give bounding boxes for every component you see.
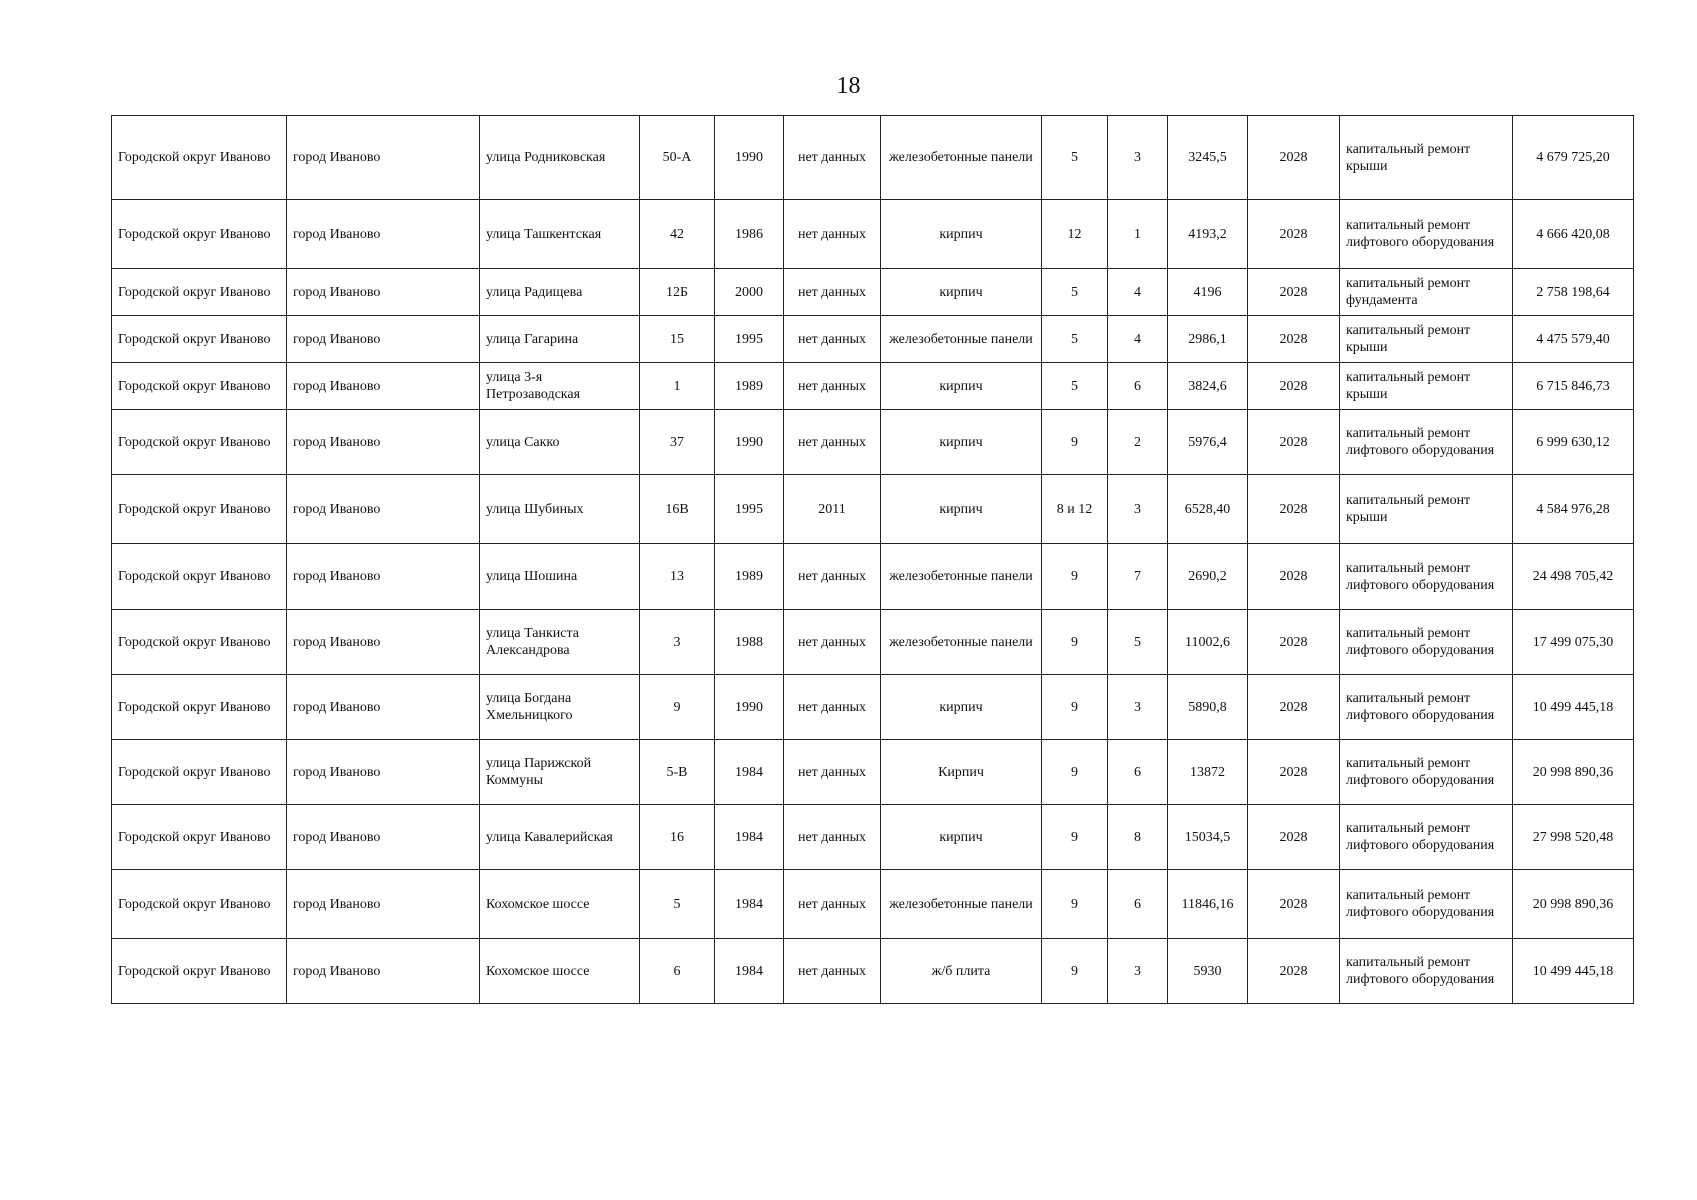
wall-material-cell: Кирпич (881, 740, 1042, 805)
street-cell: улица Радищева (480, 269, 640, 316)
entrances-cell: 8 (1108, 805, 1168, 870)
year-overhaul-cell: нет данных (784, 939, 881, 1004)
floors-cell: 5 (1042, 116, 1108, 200)
year-built-cell: 1984 (715, 870, 784, 939)
work-type-cell: капитальный ремонт лифтового оборудования (1340, 939, 1513, 1004)
wall-material-cell: кирпич (881, 675, 1042, 740)
year-built-cell: 1986 (715, 200, 784, 269)
area-cell: 13872 (1168, 740, 1248, 805)
table-row (112, 740, 1634, 805)
page-number: 18 (836, 73, 861, 99)
year-built-cell: 2000 (715, 269, 784, 316)
street-cell: улица 3-я Петрозаводская (480, 363, 640, 410)
work-type-cell: капитальный ремонт крыши (1340, 116, 1513, 200)
plan-year-cell: 2028 (1248, 363, 1340, 410)
housing-repair-table (111, 115, 1634, 1004)
area-cell: 6528,40 (1168, 475, 1248, 544)
street-cell: улица Ташкентская (480, 200, 640, 269)
cost-cell: 20 998 890,36 (1513, 870, 1634, 939)
city-cell: город Иваново (287, 544, 480, 610)
city-cell: город Иваново (287, 410, 480, 475)
area-cell: 4193,2 (1168, 200, 1248, 269)
area-cell: 3824,6 (1168, 363, 1248, 410)
district-cell: Городской округ Иваново (112, 363, 287, 410)
table-row (112, 805, 1634, 870)
entrances-cell: 4 (1108, 316, 1168, 363)
year-built-cell: 1990 (715, 410, 784, 475)
city-cell: город Иваново (287, 116, 480, 200)
district-cell: Городской округ Иваново (112, 116, 287, 200)
plan-year-cell: 2028 (1248, 544, 1340, 610)
plan-year-cell: 2028 (1248, 316, 1340, 363)
work-type-cell: капитальный ремонт лифтового оборудования (1340, 805, 1513, 870)
house-number-cell: 15 (640, 316, 715, 363)
wall-material-cell: кирпич (881, 805, 1042, 870)
city-cell: город Иваново (287, 675, 480, 740)
city-cell: город Иваново (287, 200, 480, 269)
wall-material-cell: ж/б плита (881, 939, 1042, 1004)
table-row (112, 870, 1634, 939)
plan-year-cell: 2028 (1248, 410, 1340, 475)
year-built-cell: 1995 (715, 475, 784, 544)
work-type-cell: капитальный ремонт крыши (1340, 363, 1513, 410)
wall-material-cell: кирпич (881, 475, 1042, 544)
street-cell: улица Сакко (480, 410, 640, 475)
floors-cell: 5 (1042, 363, 1108, 410)
work-type-cell: капитальный ремонт крыши (1340, 475, 1513, 544)
area-cell: 2986,1 (1168, 316, 1248, 363)
table-row (112, 200, 1634, 269)
cost-cell: 4 475 579,40 (1513, 316, 1634, 363)
year-built-cell: 1990 (715, 116, 784, 200)
entrances-cell: 3 (1108, 475, 1168, 544)
floors-cell: 12 (1042, 200, 1108, 269)
district-cell: Городской округ Иваново (112, 475, 287, 544)
year-overhaul-cell: нет данных (784, 870, 881, 939)
cost-cell: 10 499 445,18 (1513, 675, 1634, 740)
wall-material-cell: железобетонные панели (881, 870, 1042, 939)
area-cell: 3245,5 (1168, 116, 1248, 200)
plan-year-cell: 2028 (1248, 116, 1340, 200)
house-number-cell: 3 (640, 610, 715, 675)
year-overhaul-cell: нет данных (784, 316, 881, 363)
cost-cell: 6 715 846,73 (1513, 363, 1634, 410)
year-overhaul-cell: 2011 (784, 475, 881, 544)
cost-cell: 24 498 705,42 (1513, 544, 1634, 610)
district-cell: Городской округ Иваново (112, 610, 287, 675)
table-row (112, 363, 1634, 410)
house-number-cell: 5-В (640, 740, 715, 805)
entrances-cell: 1 (1108, 200, 1168, 269)
district-cell: Городской округ Иваново (112, 939, 287, 1004)
work-type-cell: капитальный ремонт крыши (1340, 316, 1513, 363)
cost-cell: 4 666 420,08 (1513, 200, 1634, 269)
district-cell: Городской округ Иваново (112, 870, 287, 939)
table-row (112, 610, 1634, 675)
plan-year-cell: 2028 (1248, 675, 1340, 740)
work-type-cell: капитальный ремонт лифтового оборудования (1340, 740, 1513, 805)
wall-material-cell: кирпич (881, 269, 1042, 316)
floors-cell: 9 (1042, 675, 1108, 740)
plan-year-cell: 2028 (1248, 805, 1340, 870)
street-cell: Кохомское шоссе (480, 870, 640, 939)
street-cell: улица Танкиста Александрова (480, 610, 640, 675)
year-overhaul-cell: нет данных (784, 269, 881, 316)
street-cell: улица Шошина (480, 544, 640, 610)
year-built-cell: 1984 (715, 740, 784, 805)
year-overhaul-cell: нет данных (784, 410, 881, 475)
wall-material-cell: кирпич (881, 200, 1042, 269)
street-cell: Кохомское шоссе (480, 939, 640, 1004)
floors-cell: 9 (1042, 740, 1108, 805)
floors-cell: 9 (1042, 610, 1108, 675)
floors-cell: 5 (1042, 316, 1108, 363)
year-built-cell: 1995 (715, 316, 784, 363)
wall-material-cell: железобетонные панели (881, 544, 1042, 610)
house-number-cell: 5 (640, 870, 715, 939)
table-row (112, 544, 1634, 610)
wall-material-cell: кирпич (881, 363, 1042, 410)
year-overhaul-cell: нет данных (784, 740, 881, 805)
house-number-cell: 6 (640, 939, 715, 1004)
wall-material-cell: кирпич (881, 410, 1042, 475)
cost-cell: 4 679 725,20 (1513, 116, 1634, 200)
floors-cell: 8 и 12 (1042, 475, 1108, 544)
house-number-cell: 16 (640, 805, 715, 870)
table-row (112, 675, 1634, 740)
house-number-cell: 42 (640, 200, 715, 269)
table-row (112, 410, 1634, 475)
district-cell: Городской округ Иваново (112, 805, 287, 870)
work-type-cell: капитальный ремонт лифтового оборудования (1340, 410, 1513, 475)
district-cell: Городской округ Иваново (112, 675, 287, 740)
plan-year-cell: 2028 (1248, 475, 1340, 544)
city-cell: город Иваново (287, 475, 480, 544)
cost-cell: 2 758 198,64 (1513, 269, 1634, 316)
work-type-cell: капитальный ремонт фундамента (1340, 269, 1513, 316)
district-cell: Городской округ Иваново (112, 740, 287, 805)
year-built-cell: 1989 (715, 363, 784, 410)
area-cell: 15034,5 (1168, 805, 1248, 870)
area-cell: 2690,2 (1168, 544, 1248, 610)
house-number-cell: 13 (640, 544, 715, 610)
area-cell: 4196 (1168, 269, 1248, 316)
street-cell: улица Парижской Коммуны (480, 740, 640, 805)
year-overhaul-cell: нет данных (784, 200, 881, 269)
year-built-cell: 1984 (715, 939, 784, 1004)
entrances-cell: 6 (1108, 363, 1168, 410)
city-cell: город Иваново (287, 870, 480, 939)
floors-cell: 9 (1042, 544, 1108, 610)
work-type-cell: капитальный ремонт лифтового оборудования (1340, 200, 1513, 269)
work-type-cell: капитальный ремонт лифтового оборудования (1340, 610, 1513, 675)
entrances-cell: 6 (1108, 740, 1168, 805)
area-cell: 11846,16 (1168, 870, 1248, 939)
cost-cell: 27 998 520,48 (1513, 805, 1634, 870)
year-overhaul-cell: нет данных (784, 116, 881, 200)
cost-cell: 10 499 445,18 (1513, 939, 1634, 1004)
entrances-cell: 4 (1108, 269, 1168, 316)
area-cell: 5976,4 (1168, 410, 1248, 475)
table-row (112, 269, 1634, 316)
plan-year-cell: 2028 (1248, 269, 1340, 316)
house-number-cell: 16В (640, 475, 715, 544)
city-cell: город Иваново (287, 939, 480, 1004)
year-overhaul-cell: нет данных (784, 805, 881, 870)
floors-cell: 9 (1042, 870, 1108, 939)
house-number-cell: 50-А (640, 116, 715, 200)
district-cell: Городской округ Иваново (112, 544, 287, 610)
entrances-cell: 3 (1108, 939, 1168, 1004)
wall-material-cell: железобетонные панели (881, 610, 1042, 675)
house-number-cell: 12Б (640, 269, 715, 316)
cost-cell: 6 999 630,12 (1513, 410, 1634, 475)
entrances-cell: 3 (1108, 116, 1168, 200)
street-cell: улица Шубиных (480, 475, 640, 544)
table-row (112, 939, 1634, 1004)
year-built-cell: 1990 (715, 675, 784, 740)
table-row (112, 116, 1634, 200)
street-cell: улица Родниковская (480, 116, 640, 200)
year-built-cell: 1988 (715, 610, 784, 675)
entrances-cell: 2 (1108, 410, 1168, 475)
floors-cell: 9 (1042, 805, 1108, 870)
street-cell: улица Богдана Хмельницкого (480, 675, 640, 740)
district-cell: Городской округ Иваново (112, 316, 287, 363)
street-cell: улица Гагарина (480, 316, 640, 363)
plan-year-cell: 2028 (1248, 740, 1340, 805)
wall-material-cell: железобетонные панели (881, 116, 1042, 200)
plan-year-cell: 2028 (1248, 200, 1340, 269)
cost-cell: 17 499 075,30 (1513, 610, 1634, 675)
entrances-cell: 5 (1108, 610, 1168, 675)
entrances-cell: 7 (1108, 544, 1168, 610)
year-built-cell: 1989 (715, 544, 784, 610)
district-cell: Городской округ Иваново (112, 410, 287, 475)
entrances-cell: 6 (1108, 870, 1168, 939)
entrances-cell: 3 (1108, 675, 1168, 740)
plan-year-cell: 2028 (1248, 870, 1340, 939)
plan-year-cell: 2028 (1248, 610, 1340, 675)
city-cell: город Иваново (287, 316, 480, 363)
district-cell: Городской округ Иваново (112, 200, 287, 269)
area-cell: 11002,6 (1168, 610, 1248, 675)
work-type-cell: капитальный ремонт лифтового оборудования (1340, 675, 1513, 740)
cost-cell: 20 998 890,36 (1513, 740, 1634, 805)
house-number-cell: 9 (640, 675, 715, 740)
city-cell: город Иваново (287, 269, 480, 316)
year-overhaul-cell: нет данных (784, 544, 881, 610)
street-cell: улица Кавалерийская (480, 805, 640, 870)
work-type-cell: капитальный ремонт лифтового оборудования (1340, 544, 1513, 610)
district-cell: Городской округ Иваново (112, 269, 287, 316)
year-built-cell: 1984 (715, 805, 784, 870)
table-row (112, 475, 1634, 544)
city-cell: город Иваново (287, 740, 480, 805)
cost-cell: 4 584 976,28 (1513, 475, 1634, 544)
house-number-cell: 37 (640, 410, 715, 475)
table-row (112, 316, 1634, 363)
area-cell: 5930 (1168, 939, 1248, 1004)
year-overhaul-cell: нет данных (784, 610, 881, 675)
wall-material-cell: железобетонные панели (881, 316, 1042, 363)
plan-year-cell: 2028 (1248, 939, 1340, 1004)
house-number-cell: 1 (640, 363, 715, 410)
floors-cell: 9 (1042, 939, 1108, 1004)
year-overhaul-cell: нет данных (784, 363, 881, 410)
city-cell: город Иваново (287, 610, 480, 675)
city-cell: город Иваново (287, 805, 480, 870)
city-cell: город Иваново (287, 363, 480, 410)
work-type-cell: капитальный ремонт лифтового оборудования (1340, 870, 1513, 939)
year-overhaul-cell: нет данных (784, 675, 881, 740)
area-cell: 5890,8 (1168, 675, 1248, 740)
floors-cell: 5 (1042, 269, 1108, 316)
floors-cell: 9 (1042, 410, 1108, 475)
